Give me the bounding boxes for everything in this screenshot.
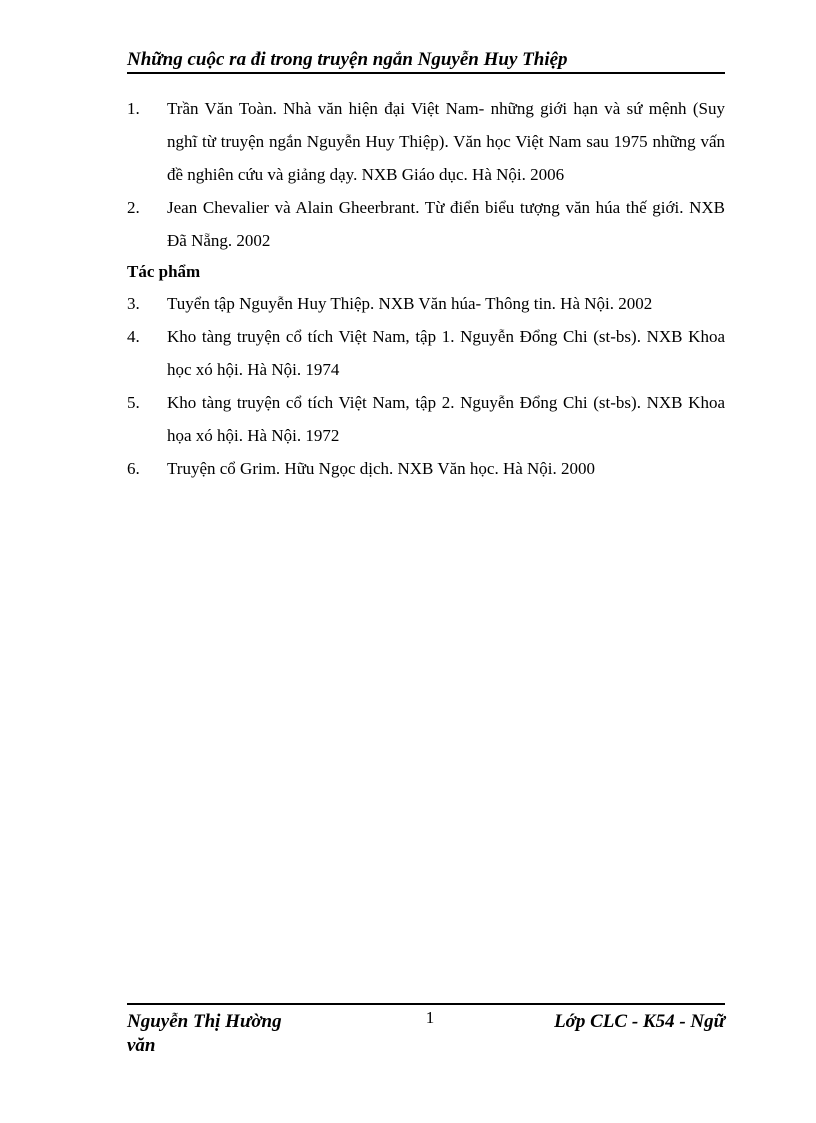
reference-item <box>127 320 725 386</box>
reference-text: Kho tàng truyện cổ tích Việt Nam, tập 2. Nguyễn Đổng Chi (st-bs). NXB Khoa họa xó hội. Hà Nội. 1972 <box>167 393 725 445</box>
reference-item <box>127 287 725 320</box>
footer-author-continuation: văn <box>127 1035 156 1056</box>
reference-text: Trần Văn Toàn. Nhà văn hiện đại Việt Nam- những giới hạn và sứ mệnh (Suy nghĩ từ truyện ngắn Nguyễn Huy Thiệp). Văn học Việt Nam sau 1975 những vấn đề nghiên cứu và giảng dạy. NXB Giáo dục. Hà Nội. 2006 <box>167 99 725 184</box>
reference-number: 5. <box>127 393 140 412</box>
reference-text: Jean Chevalier và Alain Gheerbrant. Từ điển biểu tượng văn húa thế giới. NXB Đã Nẵng. 2002 <box>167 198 725 250</box>
footer-author-name: Nguyễn Thị Hường <box>127 1011 282 1032</box>
footer-author <box>127 1010 327 1058</box>
reference-text: Kho tàng truyện cổ tích Việt Nam, tập 1. Nguyễn Đổng Chi (st-bs). NXB Khoa học xó hội. Hà Nội. 1974 <box>167 327 725 379</box>
reference-number: 1. <box>127 99 140 118</box>
page-header-title: Những cuộc ra đi trong truyện ngắn Nguyễn Huy Thiệp <box>127 49 568 70</box>
reference-item <box>127 191 725 257</box>
reference-item <box>127 452 725 485</box>
footer-divider <box>127 1003 725 1005</box>
header-divider <box>127 72 725 74</box>
reference-text: Truyện cổ Grim. Hữu Ngọc dịch. NXB Văn học. Hà Nội. 2000 <box>167 459 596 478</box>
reference-number: 3. <box>127 294 140 313</box>
reference-text: Tuyển tập Nguyễn Huy Thiệp. NXB Văn húa- Thông tin. Hà Nội. 2002 <box>167 294 653 313</box>
footer-class-label: Lớp CLC - K54 - Ngữ <box>554 1011 725 1032</box>
reference-item <box>127 386 725 452</box>
page-content <box>127 92 725 485</box>
page-number: 1 <box>425 1008 435 1027</box>
reference-number: 2. <box>127 198 140 217</box>
reference-item <box>127 92 725 191</box>
reference-number: 4. <box>127 327 140 346</box>
reference-number: 6. <box>127 459 140 478</box>
section-heading: Tác phẩm <box>127 262 201 281</box>
